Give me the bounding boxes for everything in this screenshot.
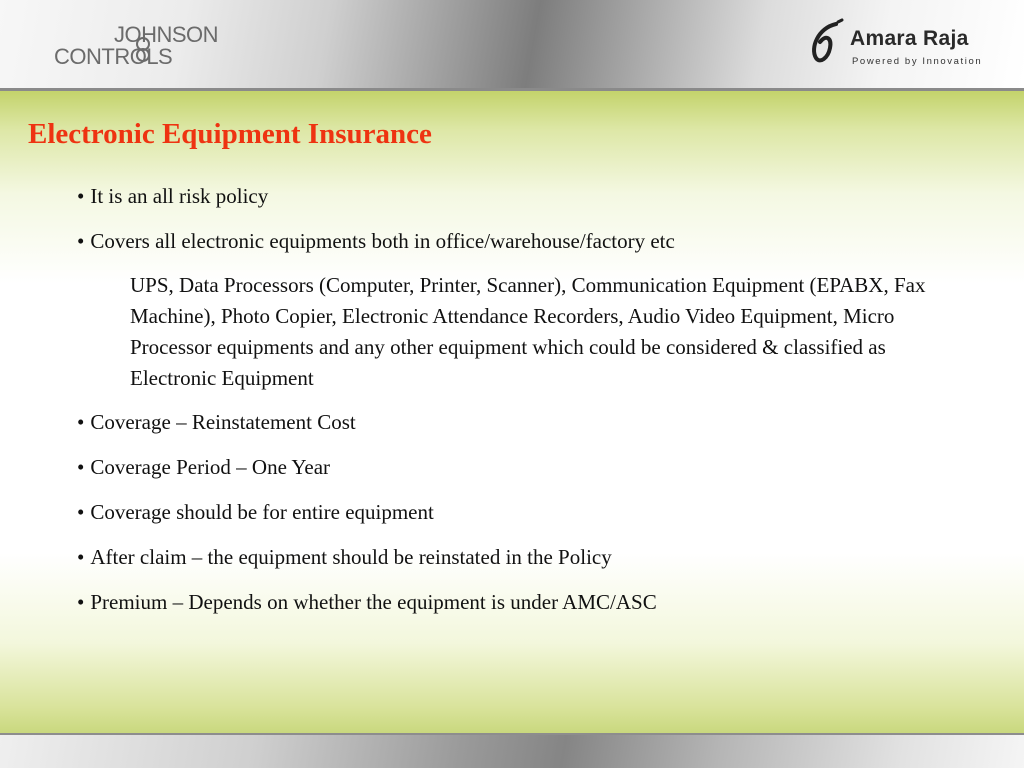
bullet-dot: •: [77, 545, 85, 569]
slide-footer: [0, 733, 1024, 768]
bullet-item: [77, 544, 977, 570]
amara-raja-swirl-icon: [806, 18, 846, 68]
bullet-item: [77, 183, 977, 209]
amara-raja-tagline: Powered by Innovation: [852, 56, 983, 67]
slide-header: [0, 0, 1024, 91]
bullet-item: [77, 409, 977, 435]
bullet-text: Covers all electronic equipments both in office/warehouse/factory etc: [90, 229, 675, 253]
bullet-dot: •: [77, 590, 85, 614]
bullet-list: [77, 183, 977, 634]
bullet-dot: •: [77, 184, 85, 208]
bullet-item: [77, 499, 977, 525]
bullet-dot: •: [77, 410, 85, 434]
bullet-dot: •: [77, 455, 85, 479]
bullet-text: Coverage should be for entire equipment: [90, 500, 434, 524]
bullet-text: Coverage – Reinstatement Cost: [90, 410, 356, 434]
bullet-text: Premium – Depends on whether the equipment is under AMC/ASC: [90, 590, 657, 614]
bullet-item: [77, 454, 977, 480]
bullet-text: It is an all risk policy: [90, 184, 269, 208]
slide-title: Electronic Equipment Insurance: [28, 118, 432, 150]
bullet-text: Coverage Period – One Year: [90, 455, 331, 479]
bullet-item: [77, 228, 977, 254]
bullet-dot: •: [77, 500, 85, 524]
johnson-controls-logo: [54, 22, 244, 72]
amara-raja-name: Amara Raja: [850, 27, 969, 50]
sub-paragraph: UPS, Data Processors (Computer, Printer, Scanner), Communication Equipment (EPABX, Fax Machine), Photo Copier, Electronic Attendance Recorders, Audio Video Equipment, Micro Processor equipments and any other equipment which could be considered & classified as Electronic Equipment: [130, 273, 926, 390]
bullet-dot: •: [77, 229, 85, 253]
logo-text-johnson: JOHNSON: [114, 22, 219, 47]
logo-text-controls: CONTROLS: [54, 44, 173, 69]
bullet-text: After claim – the equipment should be reinstated in the Policy: [90, 545, 612, 569]
amara-raja-logo: [806, 18, 1001, 72]
bullet-item: [77, 589, 977, 615]
